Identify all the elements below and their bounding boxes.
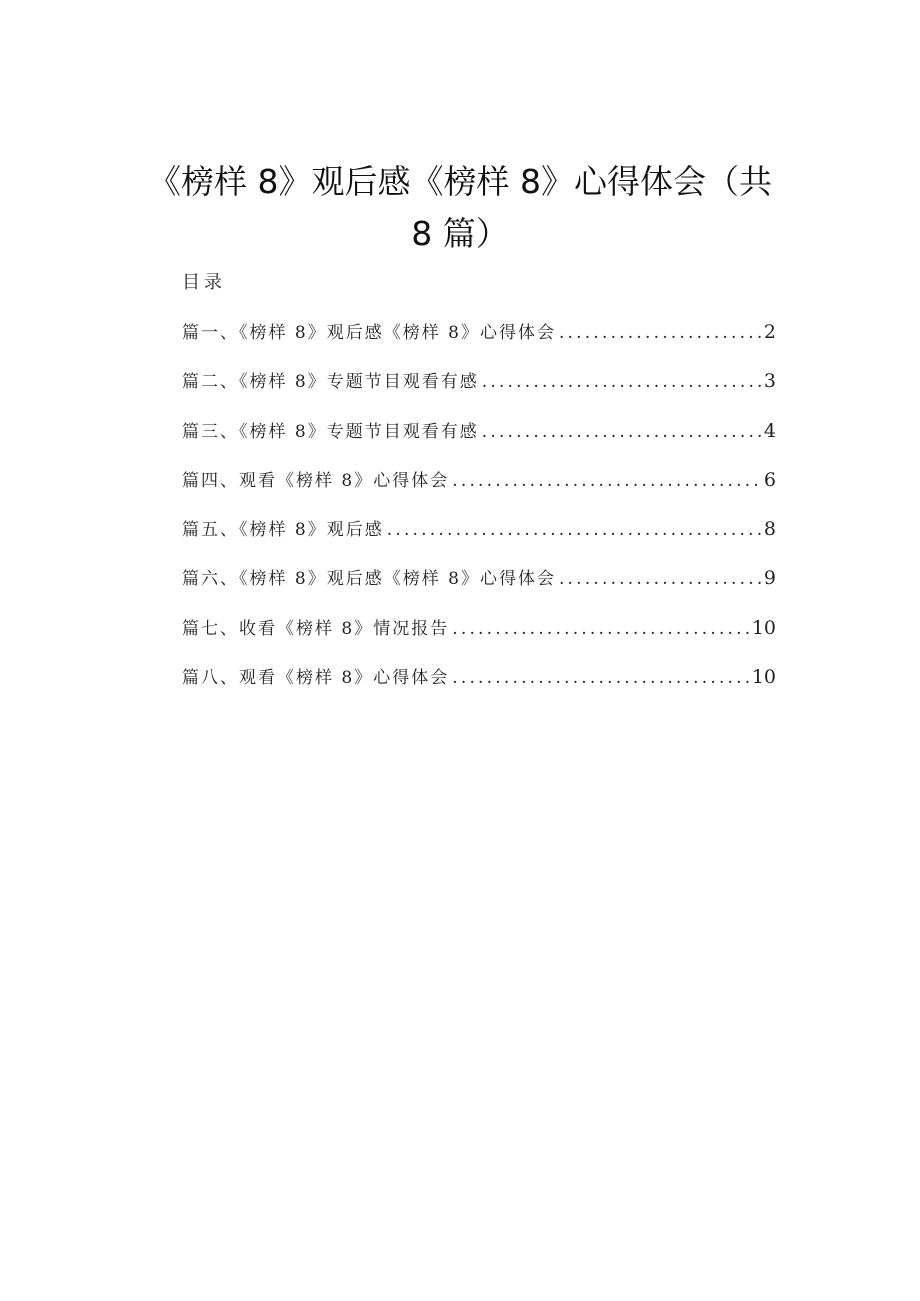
table-of-contents: [182, 319, 776, 713]
toc-page-number: 8: [763, 518, 776, 541]
toc-page-number: 10: [751, 666, 776, 689]
toc-entry-label: 篇四、观看《榜样 8》心得体会: [182, 470, 450, 491]
toc-dot-leader: [452, 616, 749, 642]
toc-entry[interactable]: [182, 516, 776, 565]
toc-dot-leader: [482, 369, 761, 395]
toc-page-number: 3: [763, 370, 776, 393]
toc-page-number: 9: [763, 567, 776, 590]
toc-entry[interactable]: [182, 368, 776, 417]
toc-heading: 目录: [182, 272, 226, 293]
toc-entry-label: 篇一、《榜样 8》观后感《榜样 8》心得体会: [182, 323, 556, 343]
toc-page-number: 2: [763, 321, 776, 343]
toc-dot-leader: [452, 468, 761, 494]
toc-entry-label: 篇七、收看《榜样 8》情况报告: [182, 618, 450, 639]
toc-page-number: 6: [763, 468, 776, 491]
toc-entry-label: 篇三、《榜样 8》专题节目观看有感: [182, 421, 479, 442]
toc-dot-leader: [559, 320, 761, 346]
toc-entry-label: 篇五、《榜样 8》观后感: [182, 520, 384, 541]
toc-dot-leader: [559, 566, 761, 592]
toc-entry[interactable]: [182, 615, 776, 664]
toc-entry[interactable]: [182, 319, 776, 368]
toc-entry-label: 篇二、《榜样 8》专题节目观看有感: [182, 372, 479, 393]
toc-entry-label: 篇八、观看《榜样 8》心得体会: [182, 668, 450, 689]
document-title: 《榜样 8》观后感《榜样 8》心得体会（共 8 篇）: [148, 162, 772, 254]
toc-page-number: 4: [763, 419, 776, 442]
toc-entry[interactable]: [182, 418, 776, 467]
toc-entry[interactable]: [182, 467, 776, 516]
toc-dot-leader: [482, 419, 761, 445]
toc-page-number: 10: [751, 616, 776, 639]
toc-dot-leader: [452, 665, 749, 691]
toc-entry[interactable]: [182, 565, 776, 614]
toc-entry[interactable]: [182, 664, 776, 713]
toc-entry-label: 篇六、《榜样 8》观后感《榜样 8》心得体会: [182, 569, 556, 590]
toc-dot-leader: [387, 517, 761, 543]
